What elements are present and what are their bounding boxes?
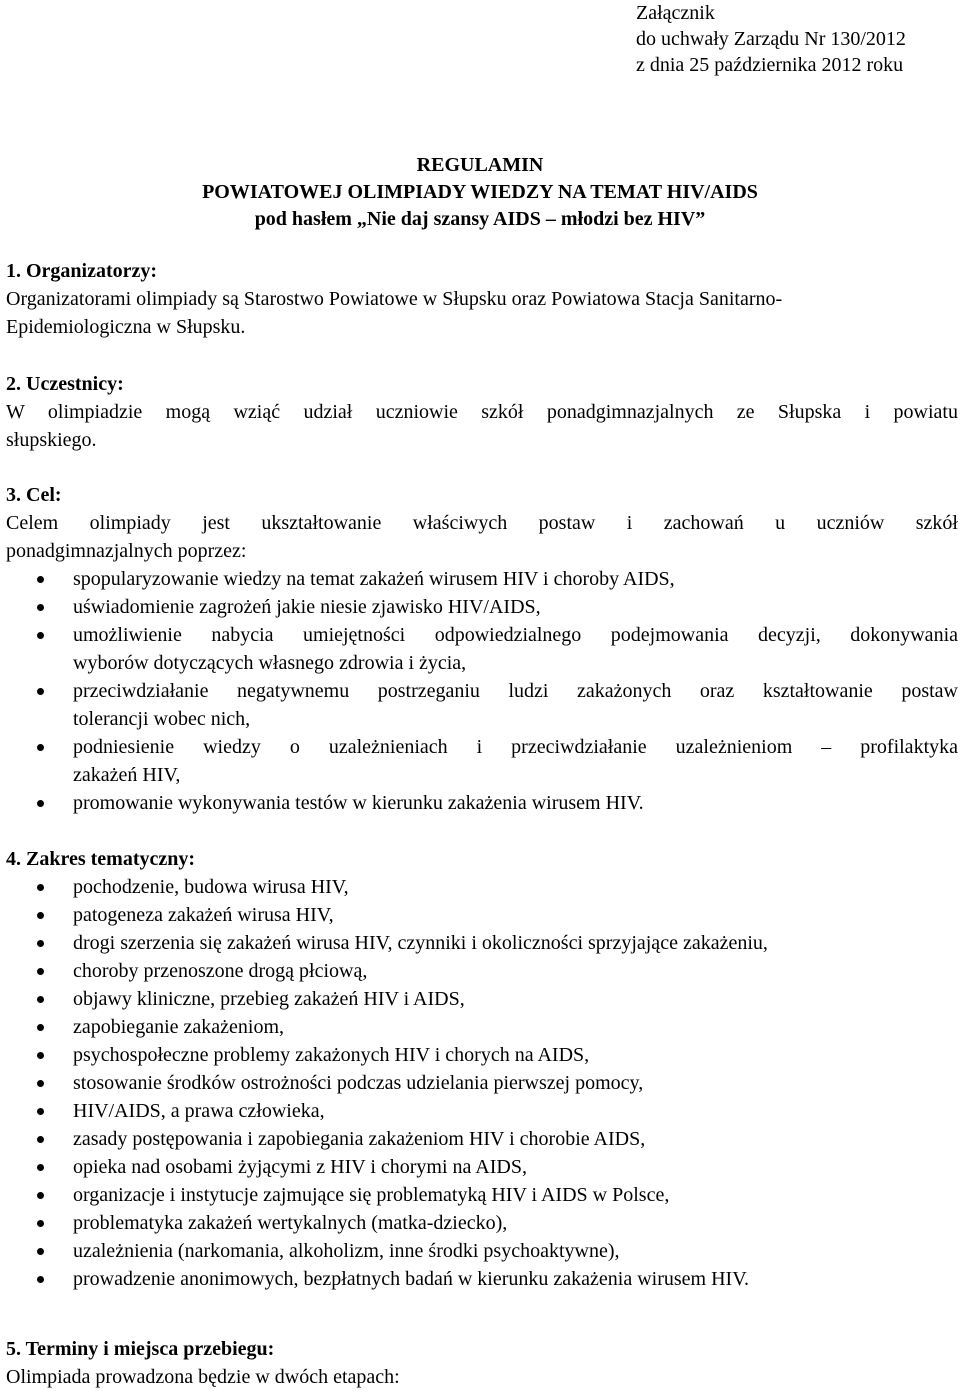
list-item: spopularyzowanie wiedzy na temat zakażeń wirusem HIV i choroby AIDS, <box>6 565 958 593</box>
bullet-icon <box>37 1108 44 1115</box>
bullet-icon <box>37 800 44 807</box>
section-text: Epidemiologiczna w Słupsku. <box>6 316 246 338</box>
section-goal <box>6 481 958 817</box>
list-item: promowanie wykonywania testów w kierunku zakażenia wirusem HIV. <box>6 789 958 817</box>
bullet-icon <box>37 968 44 975</box>
section-heading <box>6 481 958 509</box>
section-text: Celem olimpiady jest ukształtowanie właściwych postaw i zachowań u uczniów szkół <box>6 512 958 534</box>
list-item: uświadomienie zagrożeń jakie niesie zjawisko HIV/AIDS, <box>6 593 958 621</box>
section-heading: 2. Uczestnicy: <box>6 373 124 395</box>
title-slogan: pod hasłem „Nie daj szansy AIDS – młodzi bez HIV” <box>254 208 706 230</box>
list-item: problematyka zakażeń wertykalnych (matka-dziecko), <box>6 1209 958 1237</box>
section-heading: 4. Zakres tematyczny: <box>6 848 196 870</box>
bullet-icon <box>37 1220 44 1227</box>
list-item: psychospołeczne problemy zakażonych HIV i chorych na AIDS, <box>6 1041 958 1069</box>
bullet-icon <box>37 940 44 947</box>
bullet-icon <box>37 604 44 611</box>
list-item: organizacje i instytucje zajmujące się problematyką HIV i AIDS w Polsce, <box>6 1181 958 1209</box>
section-text: Organizatorami olimpiady są Starostwo Powiatowe w Słupsku oraz Powiatowa Stacja Sanitarno- <box>6 288 783 310</box>
section-participants <box>6 370 958 454</box>
list-item: przeciwdziałanie negatywnemu postrzeganiu ludzi zakażonych oraz kształtowanie postaw tolerancji wobec nich, <box>6 677 958 733</box>
bullet-icon <box>37 632 44 639</box>
bullet-icon <box>37 1164 44 1171</box>
bullet-icon <box>37 688 44 695</box>
section-dates <box>6 1335 958 1391</box>
bullet-icon <box>37 1276 44 1283</box>
section-organizers <box>6 257 958 341</box>
bullet-icon <box>37 744 44 751</box>
heading-number: 3. Cel <box>6 484 55 506</box>
list-item: pochodzenie, budowa wirusa HIV, <box>6 873 958 901</box>
goal-list <box>6 565 958 817</box>
bullet-icon <box>37 1052 44 1059</box>
section-topics <box>6 845 958 1293</box>
list-item: podniesienie wiedzy o uzależnieniach i przeciwdziałanie uzależnieniom – profilaktyka zakażeń HIV, <box>6 733 958 789</box>
list-item: objawy kliniczne, przebieg zakażeń HIV i AIDS, <box>6 985 958 1013</box>
section-text: W olimpiadzie mogą wziąć udział uczniowie szkół ponadgimnazjalnych ze Słupska i powiatu <box>6 401 958 423</box>
bullet-icon <box>37 1080 44 1087</box>
list-item: stosowanie środków ostrożności podczas udzielania pierwszej pomocy, <box>6 1069 958 1097</box>
bullet-icon <box>37 996 44 1003</box>
title-regulamin: REGULAMIN <box>416 154 544 176</box>
bullet-icon <box>37 884 44 891</box>
list-item: drogi szerzenia się zakażeń wirusa HIV, czynniki i okoliczności sprzyjające zakażeniu, <box>6 929 958 957</box>
section-text: słupskiego. <box>6 429 97 451</box>
list-item: patogeneza zakażeń wirusa HIV, <box>6 901 958 929</box>
bullet-icon <box>37 1192 44 1199</box>
heading-colon: : <box>54 484 62 506</box>
bullet-icon <box>37 912 44 919</box>
list-item: HIV/AIDS, a prawa człowieka, <box>6 1097 958 1125</box>
bullet-icon <box>37 1024 44 1031</box>
section-heading: 1. Organizatorzy: <box>6 260 158 282</box>
annex-header <box>636 0 956 78</box>
section-text: ponadgimnazjalnych poprzez: <box>6 540 247 562</box>
annex-date: z dnia 25 października 2012 roku <box>636 54 904 76</box>
title-olympiad: POWIATOWEJ OLIMPIADY WIEDZY NA TEMAT HIV/AIDS <box>202 181 758 203</box>
bullet-icon <box>37 576 44 583</box>
list-item: choroby przenoszone drogą płciową, <box>6 957 958 985</box>
list-item: zasady postępowania i zapobiegania zakażeniom HIV i chorobie AIDS, <box>6 1125 958 1153</box>
topics-list <box>6 873 958 1293</box>
document-title <box>0 152 960 233</box>
list-item: prowadzenie anonimowych, bezpłatnych badań w kierunku zakażenia wirusem HIV. <box>6 1265 958 1293</box>
list-item: zapobieganie zakażeniom, <box>6 1013 958 1041</box>
section-heading: 5. Terminy i miejsca przebiegu: <box>6 1338 275 1360</box>
list-item: umożliwienie nabycia umiejętności odpowiedzialnego podejmowania decyzji, dokonywania wyborów dotyczących własnego zdrowia i życia, <box>6 621 958 677</box>
annex-resolution: do uchwały Zarządu Nr 130/2012 <box>636 28 906 50</box>
list-item: opieka nad osobami żyjącymi z HIV i chorymi na AIDS, <box>6 1153 958 1181</box>
annex-label: Załącznik <box>636 2 715 24</box>
section-text: Olimpiada prowadzona będzie w dwóch etapach: <box>6 1366 400 1388</box>
bullet-icon <box>37 1136 44 1143</box>
bullet-icon <box>37 1248 44 1255</box>
list-item: uzależnienia (narkomania, alkoholizm, inne środki psychoaktywne), <box>6 1237 958 1265</box>
